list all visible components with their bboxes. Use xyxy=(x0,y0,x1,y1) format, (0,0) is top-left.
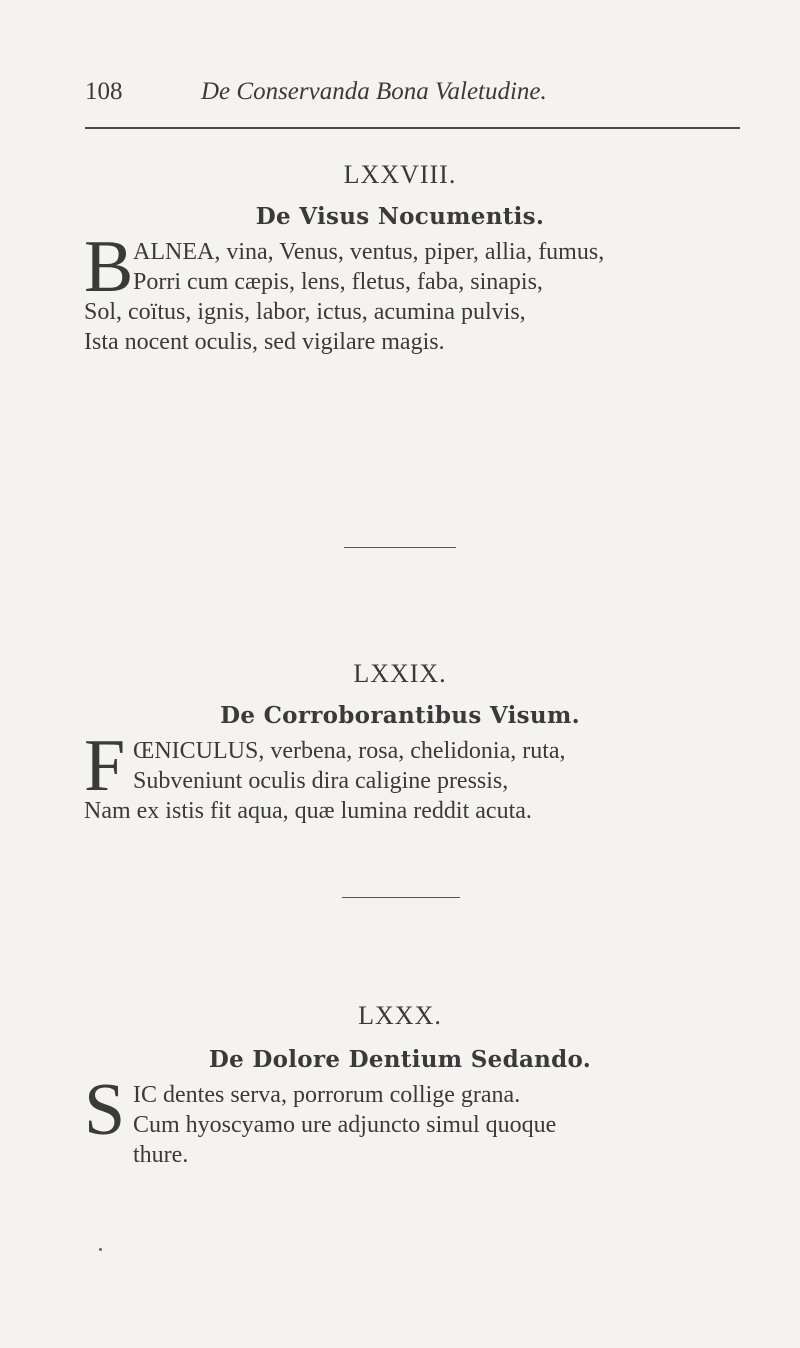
section-divider xyxy=(342,897,460,898)
poem-stanza xyxy=(84,725,744,826)
poem-stanza xyxy=(84,226,744,357)
section-number: LXXX. xyxy=(358,1001,442,1030)
poem-line: ALNEA, vina, Venus, ventus, piper, allia, fumus, xyxy=(133,239,605,265)
section-number: LXXIX. xyxy=(353,659,447,688)
running-title: De Conservanda Bona Valetudine. xyxy=(201,78,547,105)
section-title: De Corroborantibus Visum. xyxy=(220,702,580,729)
poem-line: Cum hyoscyamo ure adjuncto simul quoque xyxy=(133,1112,557,1138)
drop-cap: S xyxy=(84,1069,126,1151)
poem-line: thure. xyxy=(133,1142,189,1168)
section-title: De Visus Nocumentis. xyxy=(255,203,545,230)
ink-speck xyxy=(99,1248,102,1251)
poem-line: Ista nocent oculis, sed vigilare magis. xyxy=(84,329,445,355)
section-number: LXXVIII. xyxy=(343,160,457,189)
poem-line: Sol, coïtus, ignis, labor, ictus, acumina pulvis, xyxy=(84,299,526,325)
poem-line: ŒNICULUS, verbena, rosa, chelidonia, ruta, xyxy=(133,738,566,764)
poem-line: IC dentes serva, porrorum collige grana. xyxy=(133,1082,521,1108)
section-divider xyxy=(344,547,456,548)
poem-stanza xyxy=(84,1069,744,1170)
drop-cap: B xyxy=(84,226,134,308)
poem-line: Porri cum cæpis, lens, fletus, faba, sinapis, xyxy=(133,269,543,295)
page-number: 108 xyxy=(85,78,123,105)
header-rule xyxy=(85,127,740,129)
section-title: De Dolore Dentium Sedando. xyxy=(208,1046,592,1073)
poem-line: Subveniunt oculis dira caligine pressis, xyxy=(133,768,509,794)
drop-cap: F xyxy=(84,725,126,807)
page-header xyxy=(85,78,740,118)
poem-line: Nam ex istis fit aqua, quæ lumina reddit acuta. xyxy=(84,798,532,824)
